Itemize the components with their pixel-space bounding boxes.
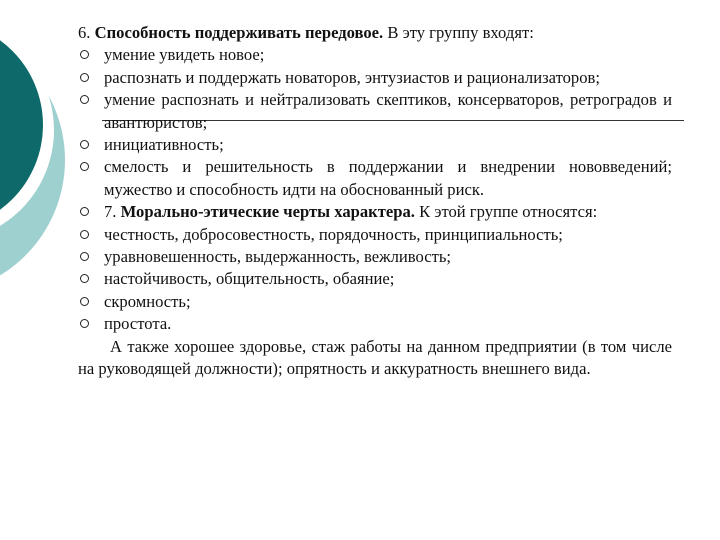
section-heading-6 (78, 22, 672, 44)
closing-paragraph: А также хорошее здоровье, стаж работы на данном предприятии (в том числе на руководящей должности); опрятность и аккуратность внешнего вида. (78, 336, 672, 379)
list-item: уравновешенность, выдержанность, вежливость; (78, 246, 672, 268)
list-item: умение распознать и нейтрализовать скептиков, консерваторов, ретроградов и авантюристов; (78, 89, 672, 134)
list-item: скромность; (78, 291, 672, 313)
decorative-circles (0, 0, 70, 540)
list-item: честность, добросовестность, порядочность, принципиальность; (78, 224, 672, 246)
list-item: распознать и поддержать новаторов, энтузиастов и рационализаторов; (78, 67, 672, 89)
section-heading-7: 7. Морально-этические черты характера. К этой группе относятся: (78, 201, 672, 223)
circle-bullet-icon (80, 207, 89, 216)
list-item: настойчивость, общительность, обаяние; (78, 268, 672, 290)
circle-bullet-icon (80, 95, 89, 104)
circle-bullet-icon (80, 319, 89, 328)
circle-bullet-icon (80, 140, 89, 149)
circle-bullet-icon (80, 297, 89, 306)
circle-bullet-icon (80, 162, 89, 171)
list-item: умение увидеть новое; (78, 44, 672, 66)
circle-bullet-icon (80, 274, 89, 283)
heading-rest: В эту группу входят: (387, 23, 534, 42)
slide-text (78, 22, 672, 381)
circle-bullet-icon (80, 252, 89, 261)
circle-bullet-icon (80, 73, 89, 82)
list-item: инициативность; (78, 134, 672, 156)
heading-number: 6. (78, 23, 91, 42)
list-item: смелость и решительность в поддержании и внедрении нововведений; мужество и способность идти на обоснованный риск. (78, 156, 672, 201)
list-item: простота. (78, 313, 672, 335)
circle-bullet-icon (80, 230, 89, 239)
heading-bold: Способность поддерживать передовое. (94, 23, 384, 42)
circle-bullet-icon (80, 50, 89, 59)
